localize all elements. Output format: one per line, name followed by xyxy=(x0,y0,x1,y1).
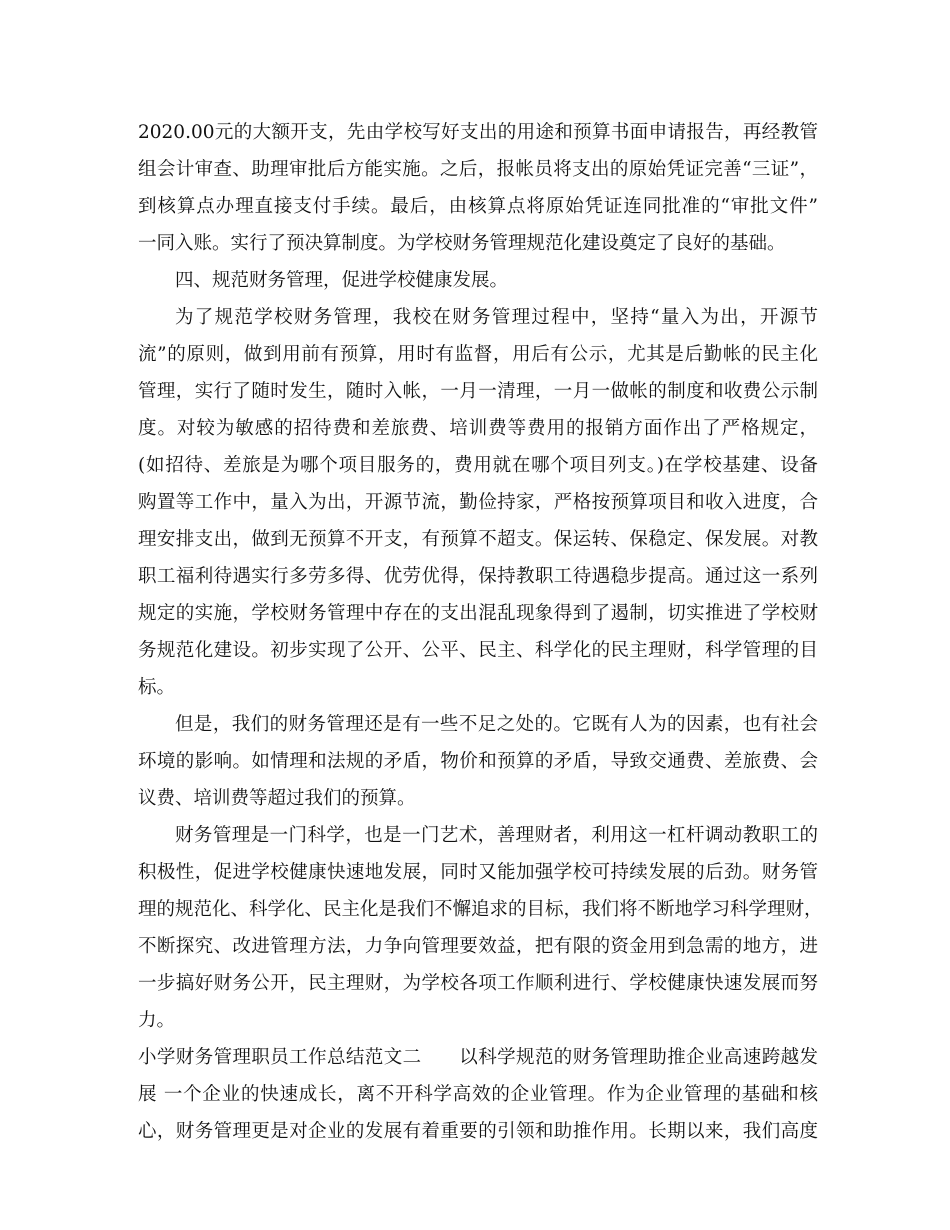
text-line: 环境的影响。如情理和法规的矛盾，物价和预算的矛盾，导致交通费、差旅费、会 xyxy=(138,751,818,772)
text-line: 展 一个企业的快速成长，离不开科学高效的企业管理。作为企业管理的基础和核 xyxy=(138,1084,818,1105)
text-line: 标。 xyxy=(138,677,176,698)
text-line: 一步搞好财务公开，民主理财，为学校各项工作顺利进行、学校健康快速发展而努 xyxy=(138,973,818,994)
text-line: 力。 xyxy=(138,1010,176,1031)
article-title-line: 小学财务管理职员工作总结范文二 以科学规范的财务管理助推企业高速跨越发 xyxy=(138,1047,818,1068)
text-line: 理的规范化、科学化、民主化是我们不懈追求的目标，我们将不断地学习科学理财， xyxy=(138,899,823,920)
text-line: 财务管理是一门科学，也是一门艺术，善理财者，利用这一杠杆调动教职工的 xyxy=(175,825,818,846)
text-line: 职工福利待遇实行多劳多得、优劳优得，保持教职工待遇稳步提高。通过这一系列 xyxy=(138,566,818,587)
text-line: 管理，实行了随时发生，随时入帐，一月一清理，一月一做帐的制度和收费公示制 xyxy=(138,381,818,402)
document-body xyxy=(138,114,823,1150)
text-line: 组会计审查、助理审批后方能实施。之后，报帐员将支出的原始凭证完善“三证”， xyxy=(138,159,818,180)
text-line: 积极性，促进学校健康快速地发展，同时又能加强学校可持续发展的后劲。财务管 xyxy=(138,862,818,883)
text-line: 规定的实施，学校财务管理中存在的支出混乱现象得到了遏制，切实推进了学校财 xyxy=(138,603,818,624)
text-line: 度。对较为敏感的招待费和差旅费、培训费等费用的报销方面作出了严格规定， xyxy=(138,418,818,439)
text-line: 不断探究、改进管理方法，力争向管理要效益，把有限的资金用到急需的地方，进 xyxy=(138,936,818,957)
text-line: 理安排支出，做到无预算不开支，有预算不超支。保运转、保稳定、保发展。对教 xyxy=(138,529,818,550)
text-line: 务规范化建设。初步实现了公开、公平、民主、科学化的民主理财，科学管理的目 xyxy=(138,640,818,661)
text-line: 购置等工作中，量入为出，开源节流，勤俭持家，严格按预算项目和收入进度，合 xyxy=(138,492,818,513)
section-heading: 四、规范财务管理，促进学校健康发展。 xyxy=(175,270,509,291)
text-line: 但是，我们的财务管理还是有一些不足之处的。它既有人为的因素，也有社会 xyxy=(175,714,818,735)
text-line: 心，财务管理更是对企业的发展有着重要的引领和助推作用。长期以来，我们高度 xyxy=(138,1121,818,1142)
text-line: 2020.00元的大额开支，先由学校写好支出的用途和预算书面申请报告，再经教管 xyxy=(138,122,818,143)
text-line: 议费、培训费等超过我们的预算。 xyxy=(138,788,416,809)
text-line: (如招待、差旅是为哪个项目服务的，费用就在哪个项目列支。)在学校基建、设备 xyxy=(138,455,818,476)
text-line: 流”的原则，做到用前有预算，用时有监督，用后有公示，尤其是后勤帐的民主化 xyxy=(138,344,818,365)
text-line: 到核算点办理直接支付手续。最后，由核算点将原始凭证连同批准的“审批文件” xyxy=(138,196,818,217)
text-line: 为了规范学校财务管理，我校在财务管理过程中，坚持“量入为出，开源节 xyxy=(175,307,818,328)
text-line: 一同入账。实行了预决算制度。为学校财务管理规范化建设奠定了良好的基础。 xyxy=(138,233,786,254)
